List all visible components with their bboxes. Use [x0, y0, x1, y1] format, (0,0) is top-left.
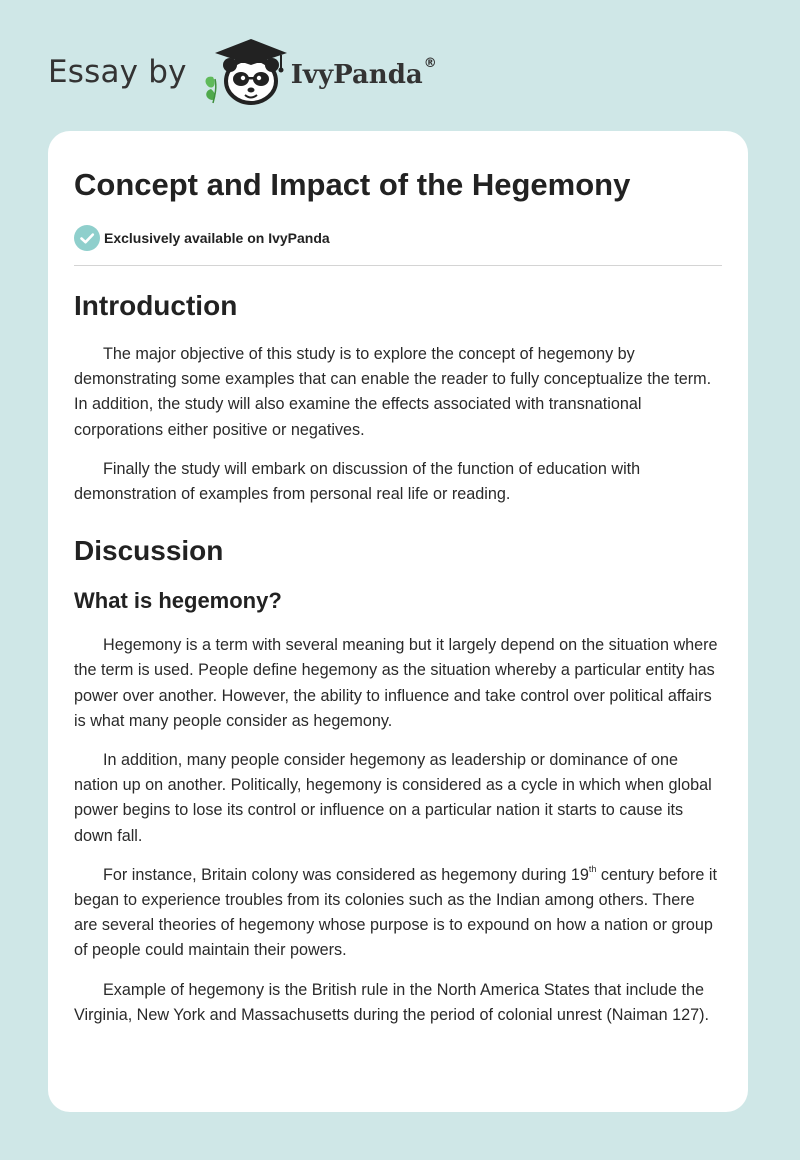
discussion-paragraph-3	[74, 863, 722, 964]
ordinal-suffix: th	[588, 864, 597, 875]
section-heading-discussion: Discussion	[74, 535, 224, 567]
registered-mark: ®	[423, 56, 437, 71]
discussion-paragraph-1: Hegemony is a term with several meaning but it largely depend on the situation where the term is used. People define hegemony as the situation whereby a particular entity has power over another. However, the ability to influence and take control over political affairs is what many people consider as hegemony.	[74, 636, 718, 730]
discussion-paragraph-4: Example of hegemony is the British rule in the North America States that include the Virginia, New York and Massachusetts during the period of colonial unrest (Naiman 127).	[74, 980, 709, 1024]
check-circle-icon	[74, 225, 100, 251]
essay-card	[48, 131, 748, 1112]
exclusive-badge	[74, 225, 722, 251]
discussion-paragraph-2: In addition, many people consider hegemony as leadership or dominance of one nation up on another. Politically, hegemony is considered as a cycle in which when global power begins to lose its control or influence on a particular nation it starts to cause its down fall.	[74, 751, 712, 845]
paragraph-3-text-start: For instance, Britain colony was considered as hegemony during 19	[103, 865, 589, 884]
title-divider	[74, 265, 722, 266]
brand-wordmark	[290, 56, 437, 90]
essay-by-label: Essay by	[48, 54, 187, 90]
brand-header	[48, 36, 437, 108]
panda-logo-icon	[201, 37, 287, 107]
paragraph-3-text-end: century before it began to experience troubles from its colonies such as the Indian among others. There are several theories of hegemony whose purpose is to expound on how a nation or group of people could maintain their powers.	[74, 865, 717, 960]
page-title: Concept and Impact of the Hegemony	[74, 167, 631, 202]
intro-paragraph-2: Finally the study will embark on discussion of the function of education with demonstration of examples from personal real life or reading.	[74, 459, 641, 504]
exclusive-label: Exclusively available on IvyPanda	[104, 230, 330, 246]
brand-name-text: IvyPanda	[290, 60, 423, 90]
section-heading-introduction: Introduction	[74, 290, 238, 321]
subheading-what-is-hegemony: What is hegemony?	[74, 588, 282, 614]
intro-paragraph-1: The major objective of this study is to explore the concept of hegemony by demonstrating some examples that can enable the reader to fully conceptualize the term. In addition, the study will also examine the effects associated with transnational corporations either positive or negatives.	[74, 345, 712, 439]
